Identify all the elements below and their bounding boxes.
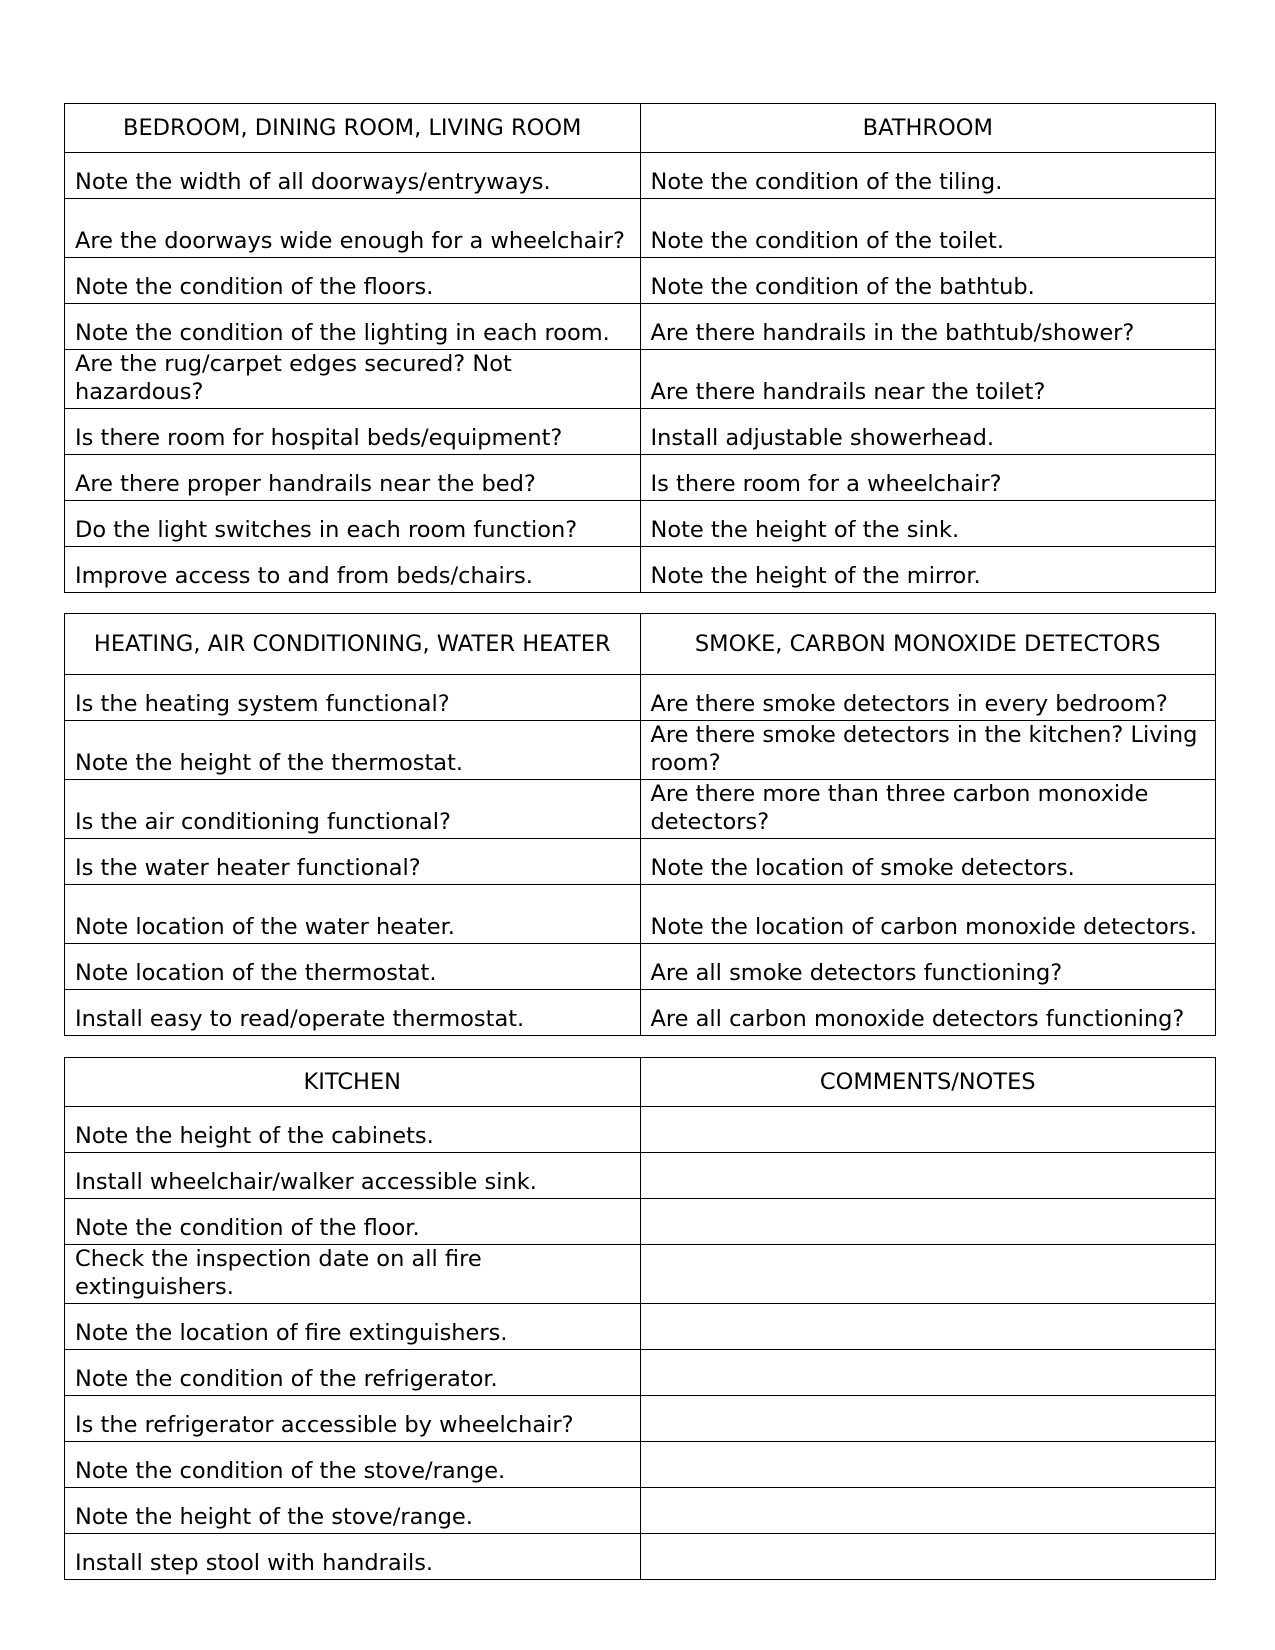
bedroom-item: Are the doorways wide enough for a wheelchair?	[65, 199, 641, 258]
detector-item: Note the location of smoke detectors.	[640, 839, 1216, 885]
heating-detectors-checklist-table	[64, 613, 1216, 1036]
smoke-co-detectors-header: SMOKE, CARBON MONOXIDE DETECTORS	[640, 614, 1216, 675]
table-row	[65, 1199, 1216, 1245]
bathroom-item: Note the condition of the toilet.	[640, 199, 1216, 258]
detector-item: Are all smoke detectors functioning?	[640, 944, 1216, 990]
table-row	[65, 1488, 1216, 1534]
comments-notes-cell	[640, 1245, 1216, 1304]
bathroom-header: BATHROOM	[640, 104, 1216, 153]
table-row	[65, 304, 1216, 350]
detector-item: Are all carbon monoxide detectors functioning?	[640, 990, 1216, 1036]
heating-item: Is the water heater functional?	[65, 839, 641, 885]
bathroom-item: Note the condition of the bathtub.	[640, 258, 1216, 304]
table-row	[65, 199, 1216, 258]
table-row	[65, 1245, 1216, 1304]
bedroom-dining-living-header: BEDROOM, DINING ROOM, LIVING ROOM	[65, 104, 641, 153]
table-row	[65, 839, 1216, 885]
bathroom-item: Note the condition of the tiling.	[640, 153, 1216, 199]
bedroom-item: Are the rug/carpet edges secured? Not hazardous?	[65, 350, 641, 409]
kitchen-item: Install wheelchair/walker accessible sink.	[65, 1153, 641, 1199]
table-row	[65, 350, 1216, 409]
table-header-row	[65, 104, 1216, 153]
table-row	[65, 675, 1216, 721]
comments-notes-cell	[640, 1199, 1216, 1245]
kitchen-item: Note the condition of the refrigerator.	[65, 1350, 641, 1396]
kitchen-item: Is the refrigerator accessible by wheelchair?	[65, 1396, 641, 1442]
table-row	[65, 547, 1216, 593]
bedroom-bathroom-checklist-table	[64, 103, 1216, 593]
comments-notes-cell	[640, 1107, 1216, 1153]
bedroom-item: Note the condition of the lighting in each room.	[65, 304, 641, 350]
table-row	[65, 409, 1216, 455]
detector-item: Are there more than three carbon monoxide detectors?	[640, 780, 1216, 839]
comments-notes-cell	[640, 1396, 1216, 1442]
heating-ac-water-heater-header: HEATING, AIR CONDITIONING, WATER HEATER	[65, 614, 641, 675]
heating-item: Is the air conditioning functional?	[65, 780, 641, 839]
kitchen-item: Note the height of the cabinets.	[65, 1107, 641, 1153]
table-row	[65, 1442, 1216, 1488]
comments-notes-cell	[640, 1350, 1216, 1396]
comments-notes-header: COMMENTS/NOTES	[640, 1058, 1216, 1107]
table-row	[65, 1396, 1216, 1442]
table-row	[65, 153, 1216, 199]
table-row	[65, 944, 1216, 990]
comments-notes-cell	[640, 1488, 1216, 1534]
bathroom-item: Note the height of the sink.	[640, 501, 1216, 547]
table-row	[65, 990, 1216, 1036]
kitchen-item: Note the location of fire extinguishers.	[65, 1304, 641, 1350]
bedroom-item: Is there room for hospital beds/equipment?	[65, 409, 641, 455]
heating-item: Note location of the thermostat.	[65, 944, 641, 990]
heating-item: Note location of the water heater.	[65, 885, 641, 944]
bathroom-item: Note the height of the mirror.	[640, 547, 1216, 593]
detector-item: Are there smoke detectors in every bedroom?	[640, 675, 1216, 721]
table-row	[65, 1534, 1216, 1580]
table-row	[65, 501, 1216, 547]
heating-item: Note the height of the thermostat.	[65, 721, 641, 780]
comments-notes-cell	[640, 1304, 1216, 1350]
table-row	[65, 1153, 1216, 1199]
bathroom-item: Are there handrails near the toilet?	[640, 350, 1216, 409]
table-row	[65, 721, 1216, 780]
table-row	[65, 780, 1216, 839]
comments-notes-cell	[640, 1153, 1216, 1199]
kitchen-comments-checklist-table	[64, 1057, 1216, 1580]
kitchen-header: KITCHEN	[65, 1058, 641, 1107]
kitchen-item: Check the inspection date on all fire extinguishers.	[65, 1245, 641, 1304]
bedroom-item: Do the light switches in each room function?	[65, 501, 641, 547]
kitchen-item: Note the condition of the stove/range.	[65, 1442, 641, 1488]
table-row	[65, 1107, 1216, 1153]
bedroom-item: Note the width of all doorways/entryways.	[65, 153, 641, 199]
detector-item: Are there smoke detectors in the kitchen? Living room?	[640, 721, 1216, 780]
table-row	[65, 455, 1216, 501]
bathroom-item: Are there handrails in the bathtub/shower?	[640, 304, 1216, 350]
bedroom-item: Note the condition of the floors.	[65, 258, 641, 304]
table-header-row	[65, 614, 1216, 675]
kitchen-item: Install step stool with handrails.	[65, 1534, 641, 1580]
heating-item: Is the heating system functional?	[65, 675, 641, 721]
detector-item: Note the location of carbon monoxide detectors.	[640, 885, 1216, 944]
heating-item: Install easy to read/operate thermostat.	[65, 990, 641, 1036]
table-row	[65, 885, 1216, 944]
table-row	[65, 1304, 1216, 1350]
bedroom-item: Improve access to and from beds/chairs.	[65, 547, 641, 593]
table-header-row	[65, 1058, 1216, 1107]
bathroom-item: Is there room for a wheelchair?	[640, 455, 1216, 501]
table-row	[65, 258, 1216, 304]
table-row	[65, 1350, 1216, 1396]
bathroom-item: Install adjustable showerhead.	[640, 409, 1216, 455]
kitchen-item: Note the condition of the floor.	[65, 1199, 641, 1245]
comments-notes-cell	[640, 1442, 1216, 1488]
comments-notes-cell	[640, 1534, 1216, 1580]
kitchen-item: Note the height of the stove/range.	[65, 1488, 641, 1534]
bedroom-item: Are there proper handrails near the bed?	[65, 455, 641, 501]
